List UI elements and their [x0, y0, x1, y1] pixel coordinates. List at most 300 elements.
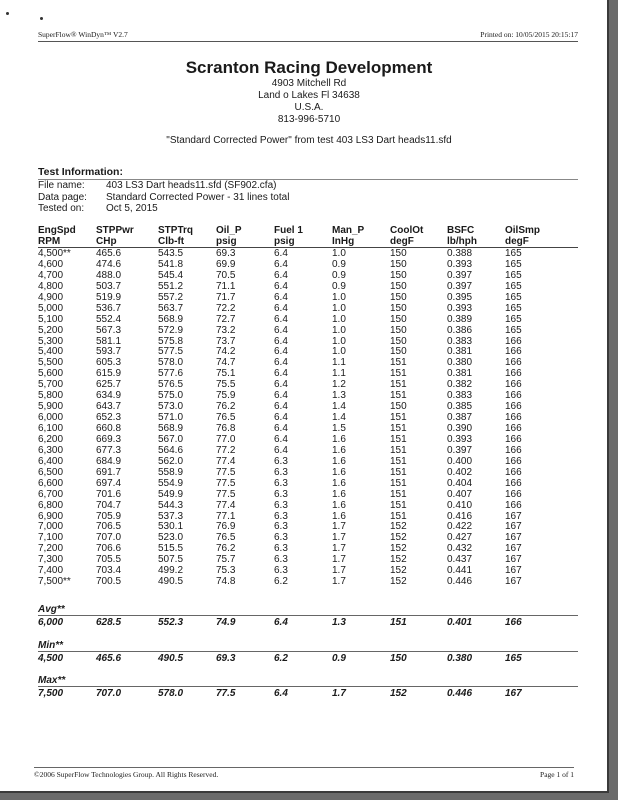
table-cell: 165: [505, 291, 522, 303]
table-cell: 563.7: [158, 302, 184, 314]
summary-label: Min**: [38, 640, 578, 652]
table-cell: 165: [505, 324, 522, 336]
column-header: [505, 226, 545, 247]
table-cell: 6,800: [38, 499, 64, 511]
table-cell: 567.3: [96, 324, 122, 336]
table-cell: 488.0: [96, 269, 122, 281]
table-cell: 0.393: [447, 302, 473, 314]
table-cell: 72.7: [216, 313, 236, 325]
table-cell: 6.3: [274, 554, 288, 566]
column-name: OilSmp: [505, 225, 541, 236]
table-cell: 167: [505, 565, 522, 577]
table-cell: 0.397: [447, 269, 473, 281]
table-cell: 151: [390, 357, 407, 369]
summary-value: 69.3: [216, 653, 236, 664]
table-cell: 643.7: [96, 401, 122, 413]
table-cell: 150: [390, 302, 407, 314]
table-cell: 6.4: [274, 258, 288, 270]
table-cell: 152: [390, 532, 407, 544]
table-cell: 1.0: [332, 313, 346, 325]
table-cell: 74.8: [216, 576, 236, 588]
summary-value: 628.5: [96, 617, 122, 628]
table-cell: 5,700: [38, 379, 64, 391]
column-unit: CHp: [96, 235, 117, 247]
table-cell: 166: [505, 390, 522, 402]
test-info-title: Test Information:: [38, 166, 578, 180]
summary-value: 0.380: [447, 653, 473, 664]
column-header: [332, 226, 390, 247]
table-cell: 73.2: [216, 324, 236, 336]
table-cell: 1.6: [332, 510, 346, 522]
table-cell: 6.3: [274, 499, 288, 511]
table-cell: 4,800: [38, 280, 64, 292]
column-header: [158, 226, 216, 247]
table-cell: 6.4: [274, 444, 288, 456]
printed-on: Printed on: 10/05/2015 20:15:17: [480, 30, 578, 39]
country: U.S.A.: [294, 102, 324, 113]
table-cell: 523.0: [158, 532, 184, 544]
table-cell: 0.388: [447, 248, 473, 259]
table-cell: 0.390: [447, 423, 473, 434]
table-cell: 7,000: [38, 521, 64, 533]
table-cell: 150: [390, 248, 407, 259]
table-cell: 150: [390, 335, 407, 347]
table-cell: 6.4: [274, 291, 288, 303]
table-cell: 75.1: [216, 368, 236, 380]
table-cell: 152: [390, 565, 407, 577]
table-cell: 166: [505, 488, 522, 500]
table-cell: 691.7: [96, 466, 122, 478]
table-cell: 151: [390, 444, 407, 456]
table-cell: 167: [505, 521, 522, 533]
table-cell: 1.7: [332, 532, 346, 544]
table-cell: 0.441: [447, 565, 473, 577]
table-cell: 150: [390, 313, 407, 325]
table-cell: 551.2: [158, 280, 184, 292]
table-cell: 572.9: [158, 324, 184, 336]
summary-value: 578.0: [158, 688, 184, 699]
table-cell: 165: [505, 258, 522, 270]
table-cell: 577.5: [158, 346, 184, 358]
table-cell: 165: [505, 269, 522, 281]
scan-speck: [6, 12, 9, 15]
table-cell: 519.9: [96, 291, 122, 303]
table-cell: 705.5: [96, 554, 122, 566]
table-cell: 7,100: [38, 532, 64, 544]
table-cell: 151: [390, 488, 407, 500]
table-cell: 6.4: [274, 269, 288, 281]
table-cell: 549.9: [158, 488, 184, 500]
table-cell: 4,700: [38, 269, 64, 281]
table-cell: 6.3: [274, 510, 288, 522]
table-cell: 6,000: [38, 412, 64, 424]
company-name: Scranton Racing Development: [185, 58, 433, 77]
table-cell: 166: [505, 466, 522, 478]
table-cell: 0.416: [447, 510, 473, 522]
table-cell: 77.5: [216, 466, 236, 478]
column-header: [390, 226, 447, 247]
table-cell: 6.4: [274, 280, 288, 292]
table-cell: 165: [505, 248, 522, 259]
table-cell: 6.3: [274, 532, 288, 544]
table-cell: 0.397: [447, 280, 473, 292]
table-cell: 6.4: [274, 433, 288, 445]
table-cell: 490.5: [158, 576, 184, 588]
table-cell: 151: [390, 423, 407, 434]
table-cell: 166: [505, 433, 522, 445]
table-cell: 150: [390, 269, 407, 281]
table-cell: 634.9: [96, 390, 122, 402]
table-cell: 0.397: [447, 444, 473, 456]
column-name: STPPwr: [96, 225, 134, 236]
table-cell: 1.1: [332, 357, 346, 369]
table-cell: 74.7: [216, 357, 236, 369]
table-cell: 6.4: [274, 346, 288, 358]
table-cell: 77.0: [216, 433, 236, 445]
table-cell: 677.3: [96, 444, 122, 456]
column-unit: Clb-ft: [158, 235, 185, 247]
table-cell: 6.4: [274, 412, 288, 424]
table-cell: 6.4: [274, 379, 288, 391]
table-cell: 0.383: [447, 390, 473, 402]
table-cell: 5,400: [38, 346, 64, 358]
table-cell: 151: [390, 499, 407, 511]
table-cell: 152: [390, 576, 407, 588]
column-header: [38, 226, 96, 247]
column-unit: psig: [216, 235, 237, 247]
scan-speck: [40, 17, 43, 20]
table-cell: 576.5: [158, 379, 184, 391]
table-cell: 1.5: [332, 423, 346, 434]
summary-value: 4,500: [38, 653, 64, 664]
table-cell: 0.383: [447, 335, 473, 347]
table-cell: 167: [505, 532, 522, 544]
table-cell: 0.395: [447, 291, 473, 303]
table-cell: 1.7: [332, 521, 346, 533]
table-cell: 6.4: [274, 423, 288, 434]
table-cell: 705.9: [96, 510, 122, 522]
summary-max: [38, 675, 578, 700]
table-cell: 6.4: [274, 335, 288, 347]
table-cell: 6.4: [274, 390, 288, 402]
summary-label: Max**: [38, 675, 578, 687]
table-cell: 7,400: [38, 565, 64, 577]
table-cell: 152: [390, 543, 407, 555]
table-cell: 74.2: [216, 346, 236, 358]
table-cell: 69.9: [216, 258, 236, 270]
table-cell: 578.0: [158, 357, 184, 369]
test-info-value: Standard Corrected Power - 31 lines total: [106, 191, 290, 203]
page-number: Page 1 of 1: [540, 770, 574, 779]
table-cell: 0.386: [447, 324, 473, 336]
table-cell: 152: [390, 521, 407, 533]
table-cell: 167: [505, 543, 522, 555]
table-cell: 151: [390, 368, 407, 380]
table-cell: 1.2: [332, 379, 346, 391]
table-cell: 552.4: [96, 313, 122, 325]
table-cell: 1.7: [332, 576, 346, 588]
table-cell: 6,300: [38, 444, 64, 456]
table-cell: 605.3: [96, 357, 122, 369]
table-cell: 6.3: [274, 477, 288, 489]
table-cell: 165: [505, 302, 522, 314]
table-cell: 568.9: [158, 313, 184, 325]
column-header: [96, 226, 158, 247]
table-cell: 567.0: [158, 433, 184, 445]
column-unit: degF: [505, 235, 529, 247]
summary-min: [38, 640, 578, 665]
table-cell: 507.5: [158, 554, 184, 566]
table-cell: 1.0: [332, 324, 346, 336]
table-cell: 1.0: [332, 335, 346, 347]
table-cell: 1.7: [332, 543, 346, 555]
table-cell: 0.422: [447, 521, 473, 533]
summary-value: 77.5: [216, 688, 236, 699]
page-header: [38, 30, 578, 42]
summary-value: 490.5: [158, 653, 184, 664]
table-cell: 1.4: [332, 401, 346, 413]
table-cell: 151: [390, 455, 407, 467]
table-cell: 6.4: [274, 248, 288, 259]
table-cell: 1.6: [332, 433, 346, 445]
table-cell: 0.410: [447, 499, 473, 511]
table-cell: 71.7: [216, 291, 236, 303]
column-name: Fuel 1: [274, 225, 303, 236]
table-cell: 1.6: [332, 455, 346, 467]
table-cell: 6.3: [274, 521, 288, 533]
table-cell: 6.3: [274, 466, 288, 478]
table-cell: 165: [505, 280, 522, 292]
data-table: [38, 249, 578, 588]
column-header: [216, 226, 274, 247]
table-row: [38, 490, 578, 501]
table-cell: 151: [390, 510, 407, 522]
summary-value: 166: [505, 617, 522, 628]
table-cell: 581.1: [96, 335, 122, 347]
table-cell: 167: [505, 554, 522, 566]
table-cell: 0.385: [447, 401, 473, 413]
table-cell: 615.9: [96, 368, 122, 380]
table-cell: 1.6: [332, 488, 346, 500]
table-cell: 6,100: [38, 423, 64, 434]
table-cell: 150: [390, 291, 407, 303]
table-cell: 0.381: [447, 368, 473, 380]
table-cell: 543.5: [158, 248, 184, 259]
test-info-row: [38, 180, 578, 192]
table-cell: 6.4: [274, 302, 288, 314]
summary-label: Avg**: [38, 604, 578, 616]
table-cell: 684.9: [96, 455, 122, 467]
table-cell: 150: [390, 324, 407, 336]
summary-value: 1.7: [332, 688, 346, 699]
table-cell: 76.2: [216, 401, 236, 413]
summary-avg: [38, 604, 578, 629]
table-cell: 69.3: [216, 248, 236, 259]
table-cell: 152: [390, 554, 407, 566]
table-cell: 4,600: [38, 258, 64, 270]
table-cell: 562.0: [158, 455, 184, 467]
test-information: [38, 166, 578, 215]
table-cell: 76.8: [216, 423, 236, 434]
table-cell: 151: [390, 477, 407, 489]
summary-value: 0.9: [332, 653, 346, 664]
test-info-label: Tested on:: [38, 203, 85, 214]
table-cell: 166: [505, 412, 522, 424]
table-cell: 150: [390, 346, 407, 358]
table-cell: 6.4: [274, 357, 288, 369]
table-cell: 6.4: [274, 401, 288, 413]
summary-value: 707.0: [96, 688, 122, 699]
table-cell: 0.393: [447, 433, 473, 445]
table-cell: 593.7: [96, 346, 122, 358]
column-unit: RPM: [38, 235, 61, 247]
test-info-row: [38, 192, 578, 204]
table-cell: 166: [505, 368, 522, 380]
summary-value: 152: [390, 688, 407, 699]
table-cell: 537.3: [158, 510, 184, 522]
table-cell: 72.2: [216, 302, 236, 314]
summary-value: 151: [390, 617, 407, 628]
table-cell: 167: [505, 510, 522, 522]
table-cell: 77.1: [216, 510, 236, 522]
test-info-label: File name:: [38, 180, 85, 191]
report-subtitle: "Standard Corrected Power" from test 403 LS3 Dart heads11.sfd: [166, 135, 452, 146]
table-row: [38, 315, 578, 326]
company-block: [0, 58, 618, 126]
table-cell: 706.5: [96, 521, 122, 533]
summary-value: 6.4: [274, 688, 288, 699]
table-cell: 0.437: [447, 554, 473, 566]
table-cell: 557.2: [158, 291, 184, 303]
copyright: ©2006 SuperFlow Technologies Group. All Rights Reserved.: [34, 770, 219, 779]
table-cell: 499.2: [158, 565, 184, 577]
table-cell: 5,600: [38, 368, 64, 380]
table-cell: 0.404: [447, 477, 473, 489]
table-cell: 0.9: [332, 280, 346, 292]
table-cell: 700.5: [96, 576, 122, 588]
summary-value: 150: [390, 653, 407, 664]
summary-value: 167: [505, 688, 522, 699]
column-unit: lb/hph: [447, 235, 477, 247]
table-cell: 75.7: [216, 554, 236, 566]
table-cell: 73.7: [216, 335, 236, 347]
table-cell: 575.8: [158, 335, 184, 347]
table-cell: 150: [390, 401, 407, 413]
table-row: [38, 577, 578, 588]
table-cell: 7,200: [38, 543, 64, 555]
table-cell: 166: [505, 379, 522, 391]
table-cell: 1.6: [332, 466, 346, 478]
table-cell: 0.382: [447, 379, 473, 391]
column-name: Oil_P: [216, 225, 242, 236]
table-cell: 6.4: [274, 368, 288, 380]
table-cell: 76.2: [216, 543, 236, 555]
table-cell: 151: [390, 466, 407, 478]
table-cell: 703.4: [96, 565, 122, 577]
column-name: BSFC: [447, 225, 475, 236]
table-cell: 150: [390, 258, 407, 270]
table-cell: 77.4: [216, 499, 236, 511]
table-cell: 6,900: [38, 510, 64, 522]
table-cell: 151: [390, 379, 407, 391]
table-cell: 0.400: [447, 455, 473, 467]
summary-value: 74.9: [216, 617, 236, 628]
table-cell: 544.3: [158, 499, 184, 511]
table-cell: 6.4: [274, 324, 288, 336]
summary-value: 0.446: [447, 688, 473, 699]
summary-value: 552.3: [158, 617, 184, 628]
address-line-2: Land o Lakes Fl 34638: [258, 90, 360, 101]
table-cell: 166: [505, 357, 522, 369]
table-cell: 166: [505, 455, 522, 467]
summary-value: 6.2: [274, 653, 288, 664]
page-footer: [34, 767, 574, 779]
table-cell: 76.5: [216, 412, 236, 424]
table-cell: 707.0: [96, 532, 122, 544]
table-cell: 0.380: [447, 357, 473, 369]
table-cell: 5,200: [38, 324, 64, 336]
table-cell: 0.389: [447, 313, 473, 325]
table-cell: 6.3: [274, 488, 288, 500]
address-line-1: 4903 Mitchell Rd: [271, 78, 347, 89]
table-cell: 669.3: [96, 433, 122, 445]
table-row: [38, 479, 578, 490]
table-cell: 0.381: [447, 346, 473, 358]
table-cell: 1.6: [332, 444, 346, 456]
table-cell: 6,500: [38, 466, 64, 478]
table-cell: 4,500**: [38, 248, 71, 259]
table-cell: 151: [390, 412, 407, 424]
table-cell: 0.9: [332, 258, 346, 270]
table-cell: 0.446: [447, 576, 473, 588]
table-header: [38, 226, 578, 248]
table-cell: 5,800: [38, 390, 64, 402]
column-name: STPTrq: [158, 225, 194, 236]
table-cell: 5,900: [38, 401, 64, 413]
table-cell: 75.3: [216, 565, 236, 577]
table-cell: 6,400: [38, 455, 64, 467]
table-cell: 0.9: [332, 269, 346, 281]
table-cell: 7,500**: [38, 576, 71, 588]
table-cell: 0.432: [447, 543, 473, 555]
table-cell: 571.0: [158, 412, 184, 424]
column-header: [274, 226, 332, 247]
table-cell: 76.9: [216, 521, 236, 533]
table-cell: 1.3: [332, 390, 346, 402]
summary-value: 7,500: [38, 688, 64, 699]
table-cell: 77.2: [216, 444, 236, 456]
table-cell: 7,300: [38, 554, 64, 566]
table-cell: 536.7: [96, 302, 122, 314]
column-unit: degF: [390, 235, 414, 247]
table-cell: 77.4: [216, 455, 236, 467]
table-cell: 515.5: [158, 543, 184, 555]
table-cell: 1.0: [332, 346, 346, 358]
table-cell: 545.4: [158, 269, 184, 281]
table-cell: 167: [505, 576, 522, 588]
table-cell: 165: [505, 313, 522, 325]
table-cell: 575.0: [158, 390, 184, 402]
table-cell: 5,500: [38, 357, 64, 369]
table-cell: 1.1: [332, 368, 346, 380]
table-cell: 465.6: [96, 248, 122, 259]
table-cell: 6.3: [274, 565, 288, 577]
table-cell: 1.7: [332, 554, 346, 566]
table-cell: 6.3: [274, 455, 288, 467]
table-cell: 5,300: [38, 335, 64, 347]
table-row: [38, 326, 578, 337]
table-cell: 568.9: [158, 423, 184, 434]
